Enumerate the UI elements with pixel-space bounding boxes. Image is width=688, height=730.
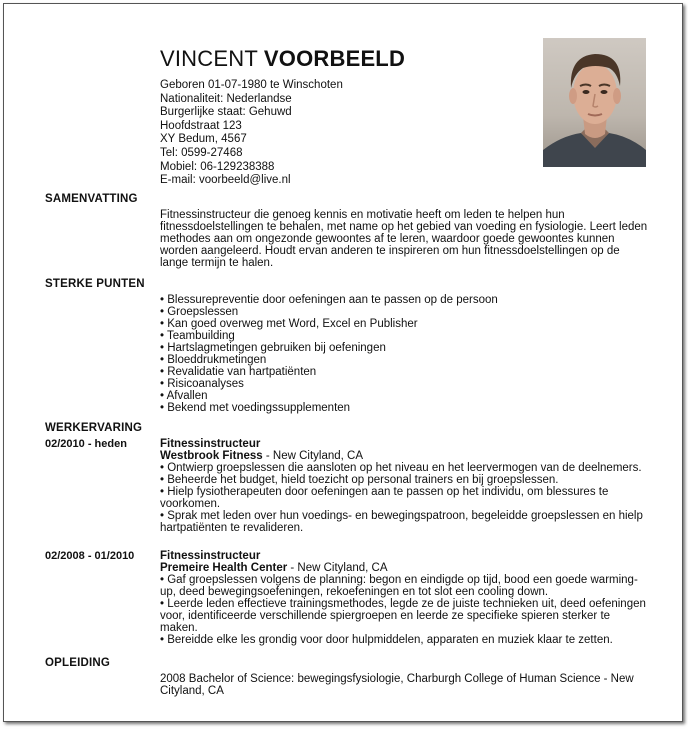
first-name: VINCENT [160, 46, 258, 71]
profile-photo [543, 38, 646, 167]
job-title: Fitnessinstructeur [160, 438, 261, 450]
job-dates: 02/2008 - 01/2010 [45, 550, 135, 562]
job-location: - New Cityland, CA [287, 562, 388, 574]
job-title: Fitnessinstructeur [160, 550, 261, 562]
list-item: • Leerde leden effectieve trainingsmethodes, legde ze de juiste technieken uit, deed oefeningen voor, identificeerde verschillende spiergroepen en leerde ze specifieke spieren sterker te maken. [160, 598, 646, 634]
resume-page [3, 3, 683, 722]
mobile: Mobiel: 06-129238388 [160, 160, 275, 173]
summary-heading: SAMENVATTING [45, 193, 138, 205]
list-item: • Hielp fysiotherapeuten door oefeningen aan te passen op het individu, om blessures te voorkomen. [160, 486, 609, 510]
education-heading: OPLEIDING [45, 657, 111, 669]
contact-details [160, 79, 343, 188]
list-item: • Ontwierp groepslessen die aansloten op het niveau en het leervermogen van de deelnemers. [160, 462, 642, 474]
job-employer [160, 562, 650, 574]
job-dates: 02/2010 - heden [45, 438, 127, 450]
job-company: Premeire Health Center [160, 562, 288, 574]
summary-text [160, 209, 650, 269]
job-employer [160, 450, 650, 462]
street-address: Hoofdstraat 123 [160, 119, 242, 132]
nationality: Nationaliteit: Nederlandse [160, 92, 292, 105]
list-item: • Bekend met voedingssupplementen [160, 402, 351, 414]
list-item: • Bereidde elke les grondig voor door hulpmiddelen, apparaten en muziek klaar te zetten. [160, 634, 613, 646]
list-item: • Kan goed overweg met Word, Excel en Publisher [160, 318, 418, 330]
list-item: • Afvallen [160, 390, 208, 402]
birth-info: Geboren 01-07-1980 te Winschoten [160, 79, 343, 91]
list-item: • Beheerde het budget, hield toezicht op personal trainers en bij groepslessen. [160, 474, 559, 486]
list-item: • Teambuilding [160, 330, 235, 342]
marital-status: Burgerlijke staat: Gehuwd [160, 106, 292, 119]
experience-heading: WERKERVARING [45, 422, 143, 434]
last-name: VOORBEELD [263, 46, 406, 71]
list-item: • Groepslessen [160, 306, 239, 318]
email: E-mail: voorbeeld@live.nl [160, 174, 291, 187]
phone: Tel: 0599-27468 [160, 146, 243, 159]
job-entry [160, 438, 650, 534]
strengths-heading: STERKE PUNTEN [45, 278, 145, 290]
job-location: - New Cityland, CA [262, 450, 364, 462]
list-item: • Blessurepreventie door oefeningen aan te passen op de persoon [160, 294, 498, 306]
list-item: • Revalidatie van hartpatiënten [160, 366, 317, 378]
postal-city: XY Bedum, 4567 [160, 133, 247, 146]
job-company: Westbrook Fitness [160, 450, 263, 462]
list-item: • Risicoanalyses [160, 378, 244, 390]
list-item: • Hartslagmetingen gebruiken bij oefeningen [160, 342, 386, 354]
summary-paragraph: Fitnessinstructeur die genoeg kennis en motivatie heeft om leden te helpen hun fitnessdoelstellingen te behalen, met name op het gebied van voeding en fysiologie. Leert leden methodes aan om ongezonde gewoontes af te leren, waardoor goede gewoontes kunnen worden aangeleerd. Houdt ervan anderen te inspireren om hun fitnessdoelstellingen op de lange termijn te halen. [160, 209, 648, 269]
education-paragraph: 2008 Bachelor of Science: bewegingsfysiologie, Charburgh College of Human Science - New Cityland, CA [160, 673, 634, 697]
list-item: • Sprak met leden over hun voedings- en bewegingspatroon, begeleidde groepslessen en hielp hartpatiënten te revalideren. [160, 510, 643, 534]
strengths-list [160, 294, 650, 414]
list-item: • Bloeddrukmetingen [160, 354, 267, 366]
job-entry [160, 550, 650, 646]
list-item: • Gaf groepslessen volgens de planning: begon en eindigde op tijd, bood een goede warming-up, deed bewegingsoefeningen, rekoefeningen en tot slot een cooling down. [160, 574, 638, 598]
education-text [160, 673, 650, 697]
candidate-name [160, 46, 405, 72]
